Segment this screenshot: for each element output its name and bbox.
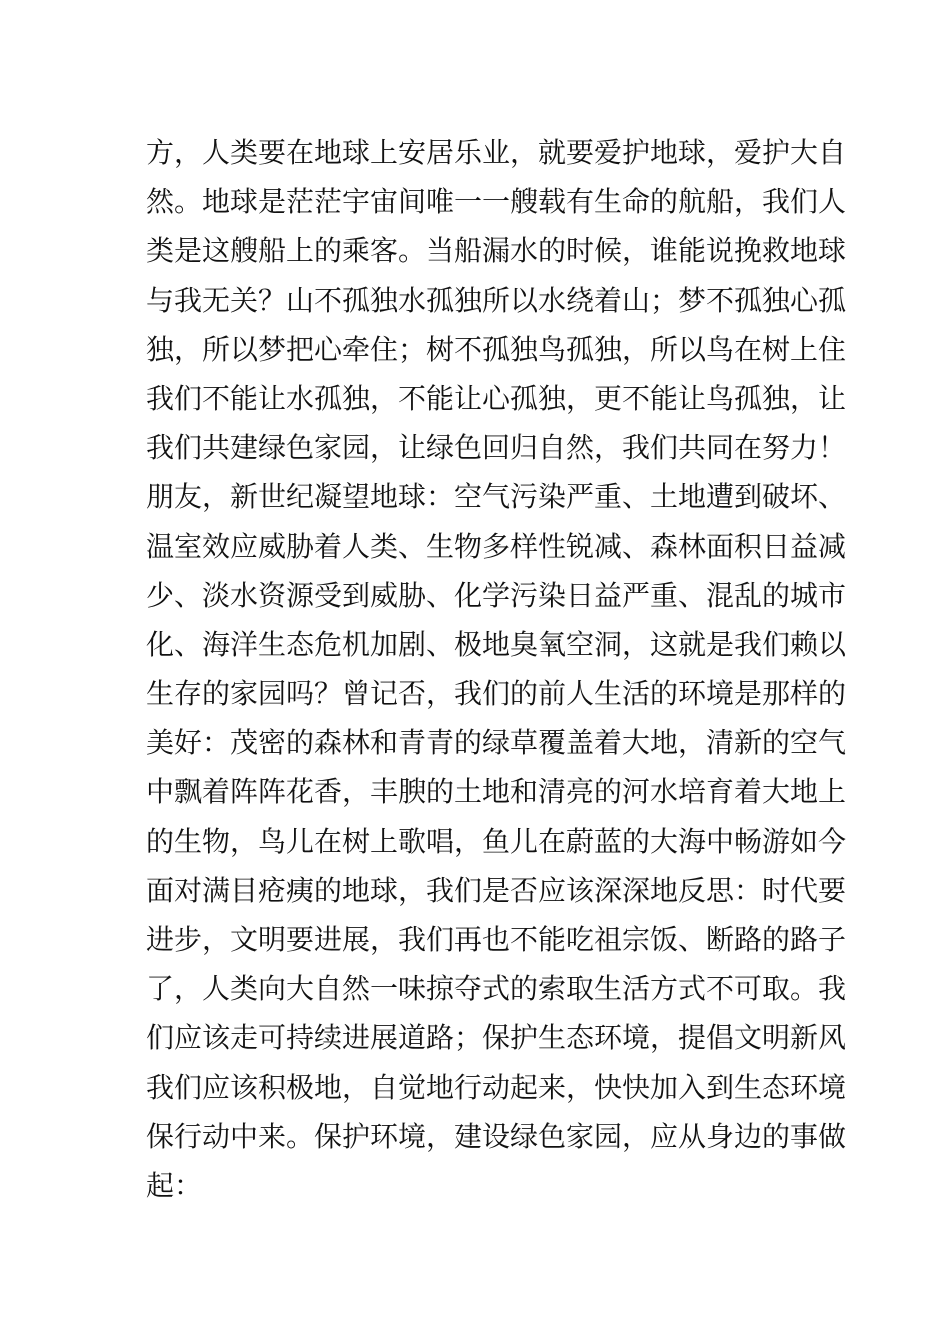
text-line-10: 少、淡水资源受到威胁、化学污染日益严重、混乱的城市 — [146, 578, 847, 612]
text-line-20: 我们应该积极地，自觉地行动起来，快快加入到生态环境 — [146, 1070, 847, 1104]
text-line-21: 保行动中来。保护环境，建设绿色家园，应从身边的事做 — [146, 1119, 847, 1153]
text-line-16: 面对满目疮痍的地球，我们是否应该深深地反思：时代要 — [146, 873, 847, 907]
body-text — [146, 128, 847, 1210]
text-line-7: 我们共建绿色家园，让绿色回归自然，我们共同在努力！ — [146, 431, 847, 465]
text-line-12: 生存的家园吗？曾记否，我们的前人生活的环境是那样的 — [146, 677, 847, 711]
text-line-2: 然。地球是茫茫宇宙间唯一一艘载有生命的航船，我们人 — [146, 185, 847, 219]
text-line-15: 的生物，鸟儿在树上歌唱，鱼儿在蔚蓝的大海中畅游如今 — [146, 824, 847, 858]
text-line-9: 温室效应威胁着人类、生物多样性锐减、森林面积日益减 — [146, 529, 847, 563]
text-line-17: 进步，文明要进展，我们再也不能吃祖宗饭、断路的路子 — [146, 923, 847, 956]
text-line-1: 方，人类要在地球上安居乐业，就要爱护地球，爱护大自 — [146, 136, 847, 169]
text-line-11: 化、海洋生态危机加剧、极地臭氧空洞，这就是我们赖以 — [146, 627, 847, 661]
text-line-5: 独，所以梦把心牵住；树不孤独鸟孤独，所以鸟在树上住 — [146, 332, 847, 366]
text-line-13: 美好：茂密的森林和青青的绿草覆盖着大地，清新的空气 — [146, 726, 847, 760]
text-line-14: 中飘着阵阵花香，丰腴的土地和清亮的河水培育着大地上 — [146, 775, 847, 809]
text-line-18: 了，人类向大自然一味掠夺式的索取生活方式不可取。我 — [146, 972, 847, 1006]
text-line-6: 我们不能让水孤独，不能让心孤独，更不能让鸟孤独，让 — [146, 381, 847, 415]
text-line-22: 起： — [146, 1168, 203, 1202]
text-line-3: 类是这艘船上的乘客。当船漏水的时候，谁能说挽救地球 — [146, 234, 847, 268]
text-line-8: 朋友，新世纪凝望地球：空气污染严重、土地遭到破坏、 — [146, 480, 847, 514]
text-line-19: 们应该走可持续进展道路；保护生态环境，提倡文明新风 — [146, 1021, 847, 1055]
text-line-4: 与我无关？山不孤独水孤独所以水绕着山；梦不孤独心孤 — [146, 283, 847, 317]
